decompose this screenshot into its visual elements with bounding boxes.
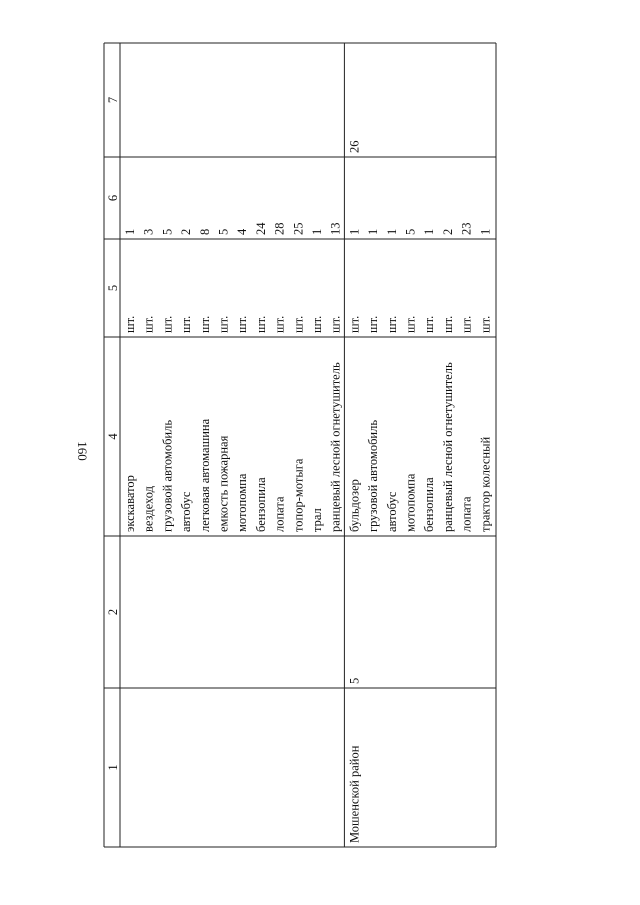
unit: шт. bbox=[478, 315, 493, 333]
equipment-name: экскаватор bbox=[123, 475, 137, 532]
equipment-name: вездеход bbox=[141, 485, 156, 532]
unit: шт. bbox=[272, 315, 287, 333]
unit: шт. bbox=[160, 315, 175, 333]
equipment-name: лопата bbox=[459, 496, 474, 532]
quantity: 5 bbox=[160, 228, 175, 235]
district-total: 26 bbox=[347, 140, 362, 153]
unit: шт. bbox=[384, 315, 399, 333]
equipment-name: легковая автомашина bbox=[197, 418, 212, 532]
equipment-name: ранцевый лесной огнетушитель bbox=[440, 362, 455, 532]
quantity: 4 bbox=[235, 228, 250, 235]
quantity: 1 bbox=[366, 228, 381, 235]
unit: шт. bbox=[459, 315, 474, 333]
equipment-name: лопата bbox=[272, 496, 287, 532]
column-header: 5 bbox=[106, 284, 120, 292]
equipment-name: мотопомпа bbox=[403, 473, 418, 532]
unit: шт. bbox=[328, 315, 343, 333]
column-header: 6 bbox=[106, 194, 120, 202]
unit: шт. bbox=[197, 315, 212, 333]
quantity: 3 bbox=[141, 228, 156, 235]
quantity: 8 bbox=[197, 228, 212, 235]
quantity: 1 bbox=[347, 228, 362, 235]
quantity: 1 bbox=[123, 228, 137, 235]
quantity: 1 bbox=[422, 228, 437, 235]
district-name: Мошенской район bbox=[347, 745, 362, 843]
equipment-name: ранцевый лесной огнетушитель bbox=[328, 362, 343, 532]
equipment-name: бульдозер bbox=[347, 479, 362, 532]
unit: шт. bbox=[123, 315, 137, 333]
equipment-name: мотопомпа bbox=[235, 473, 250, 532]
equipment-name: бензопила bbox=[422, 477, 437, 532]
quantity: 2 bbox=[440, 228, 455, 235]
equipment-name: грузовой автомобиль bbox=[160, 419, 175, 532]
quantity: 13 bbox=[328, 222, 343, 235]
quantity: 1 bbox=[384, 228, 399, 235]
unit: шт. bbox=[347, 315, 362, 333]
equipment-name: топор-мотыга bbox=[291, 458, 306, 532]
table bbox=[104, 43, 496, 847]
unit: шт. bbox=[235, 315, 250, 333]
quantity: 25 bbox=[291, 222, 306, 235]
quantity: 1 bbox=[310, 228, 324, 235]
unit: шт. bbox=[403, 315, 418, 333]
equipment-name: емкость пожарная bbox=[216, 435, 231, 532]
column-header: 7 bbox=[106, 96, 120, 104]
district-code: 5 bbox=[347, 677, 362, 684]
quantity: 23 bbox=[459, 222, 474, 235]
equipment-name: автобус bbox=[179, 491, 194, 532]
column-header: 4 bbox=[106, 433, 120, 440]
quantity: 1 bbox=[478, 228, 493, 235]
equipment-name: автобус bbox=[384, 491, 399, 532]
unit: шт. bbox=[366, 315, 381, 333]
equipment-name: трал bbox=[310, 508, 324, 532]
quantity: 2 bbox=[179, 228, 194, 235]
quantity: 5 bbox=[216, 228, 231, 235]
unit: шт. bbox=[422, 315, 437, 333]
equipment-name: бензопила bbox=[253, 477, 268, 532]
quantity: 28 bbox=[272, 222, 287, 235]
quantity: 24 bbox=[253, 222, 268, 235]
unit: шт. bbox=[291, 315, 306, 333]
page-number: 160 bbox=[75, 441, 90, 461]
column-header: 2 bbox=[106, 608, 120, 616]
unit: шт. bbox=[310, 315, 324, 333]
unit: шт. bbox=[141, 315, 156, 333]
quantity: 5 bbox=[403, 228, 418, 235]
unit: шт. bbox=[253, 315, 268, 333]
equipment-name: грузовой автомобиль bbox=[366, 419, 381, 532]
unit: шт. bbox=[440, 315, 455, 333]
unit: шт. bbox=[179, 315, 194, 333]
column-header: 1 bbox=[106, 764, 120, 771]
unit: шт. bbox=[216, 315, 231, 333]
equipment-name: трактор колесный bbox=[478, 436, 493, 532]
